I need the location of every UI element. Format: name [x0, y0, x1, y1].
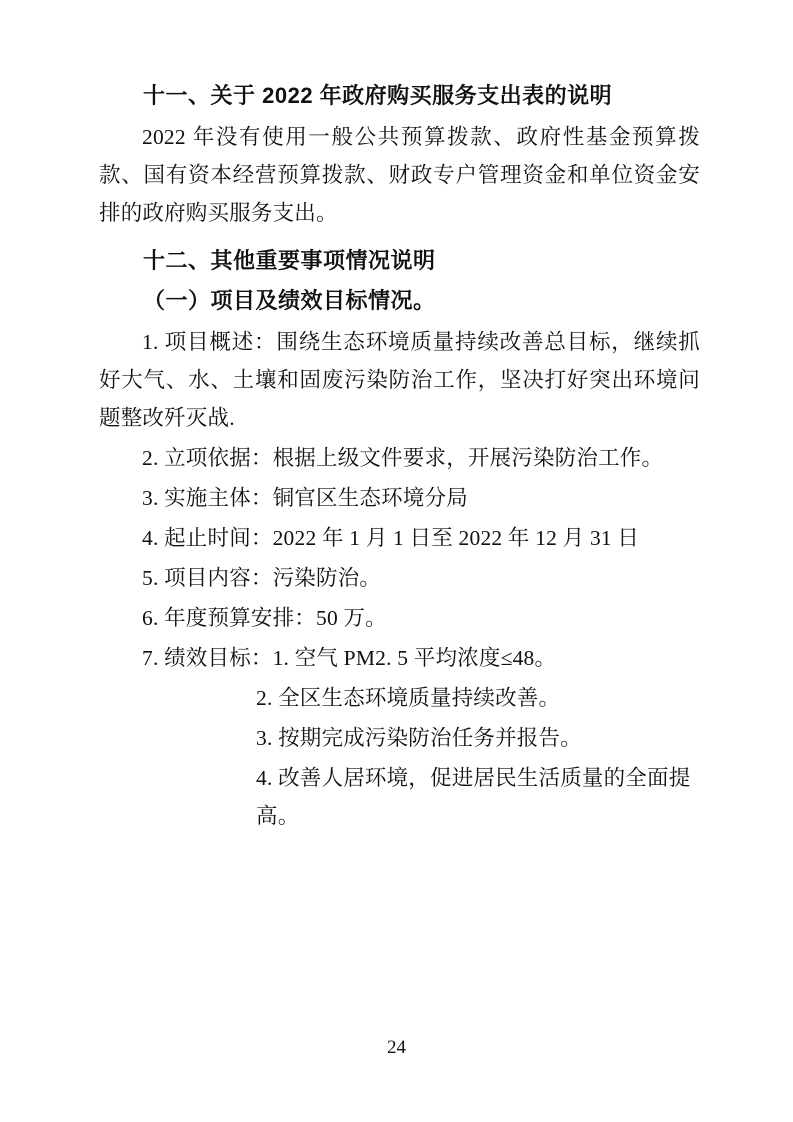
list-item-project-content: 5. 项目内容：污染防治。: [142, 566, 382, 590]
section-12-heading: 十二、其他重要事项情况说明: [143, 248, 436, 273]
section-12-subheading: （一）项目及绩效目标情况。: [143, 288, 436, 313]
page-number: 24: [387, 1037, 406, 1058]
section-11-paragraph: 2022 年没有使用一般公共预算拨款、政府性基金预算拨款、国有资本经营预算拨款、财政专户管理资金和单位资金安排的政府购买服务支出。: [99, 125, 700, 225]
list-item-performance-goal: 7. 绩效目标：1. 空气 PM2. 5 平均浓度≤48。: [142, 646, 557, 670]
list-item-implementing-body: 3. 实施主体：铜官区生态环境分局: [142, 486, 468, 510]
document-content: [99, 76, 700, 835]
list-item-time-period: 4. 起止时间：2022 年 1 月 1 日至 2022 年 12 月 31 日: [142, 526, 640, 550]
goal-subitem-2: 2. 全区生态环境质量持续改善。: [256, 686, 561, 710]
goal-subitem-3: 3. 按期完成污染防治任务并报告。: [256, 726, 582, 750]
list-item-project-overview: 1. 项目概述：围绕生态环境质量持续改善总目标，继续抓好大气、水、土壤和固废污染防治工作，坚决打好突出环境问题整改歼灭战.: [99, 330, 700, 430]
list-item-annual-budget: 6. 年度预算安排：50 万。: [142, 606, 387, 630]
section-11-heading: 十一、关于 2022 年政府购买服务支出表的说明: [143, 83, 613, 108]
goal-subitem-4: 4. 改善人居环境，促进居民生活质量的全面提高。: [256, 766, 691, 828]
list-item-project-basis: 2. 立项依据：根据上级文件要求，开展污染防治工作。: [142, 446, 664, 470]
